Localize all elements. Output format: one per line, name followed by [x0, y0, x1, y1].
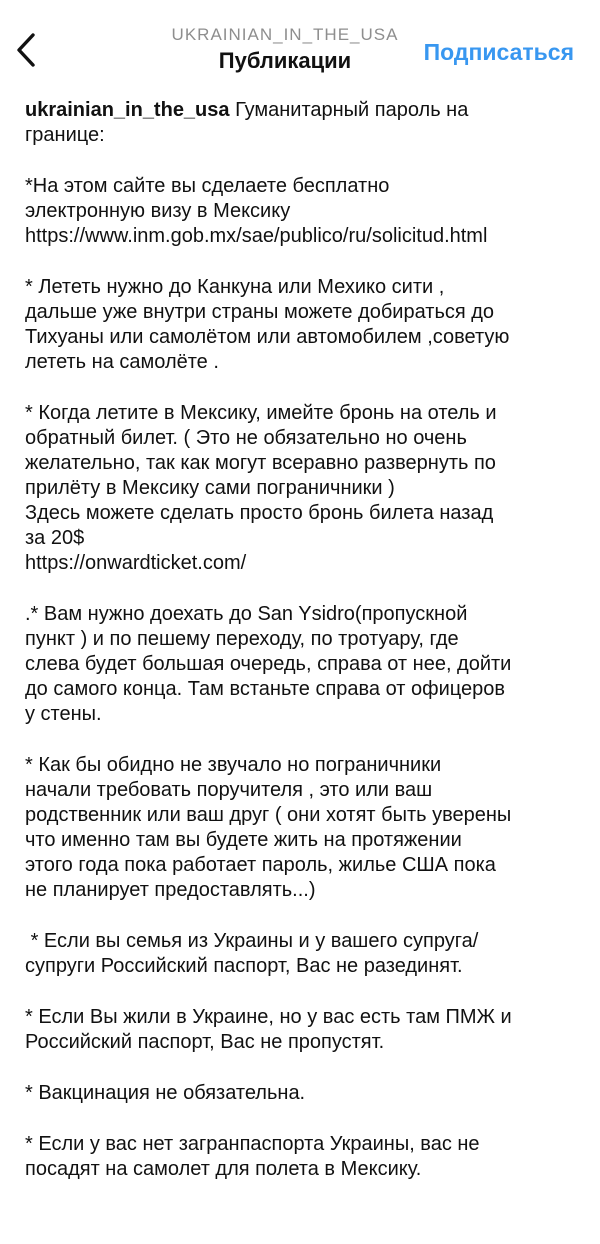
caption-paragraph-1: *На этом сайте вы сделаете бесплатно электронную визу в Мексику https://www.inm.gob.mx/sae/publico/ru/solicitud.html: [25, 175, 488, 247]
caption-text-0: Гуманитарный пароль на границе:: [25, 99, 469, 146]
caption-paragraph-5: * Как бы обидно не звучало но пограничники начали требовать поручителя , это или ваш родственник или ваш друг ( они хотят быть уверены что именно там вы будете жить на протяжении этого года пока работает пароль, жилье США пока не планирует предоставлять...): [25, 754, 512, 901]
chevron-left-icon: [14, 32, 38, 68]
caption-paragraph-2: * Лететь нужно до Канкуна или Мехико сити , дальше уже внутри страны можете добираться до Тихуаны или самолётом или автомобилем ,советую лететь на самолёте .: [25, 276, 510, 373]
post-caption: [25, 98, 575, 1208]
caption-paragraph-0: [25, 98, 575, 148]
caption-paragraph-4: .* Вам нужно доехать до San Ysidro(пропускной пункт ) и по пешему переходу, по тротуару, где слева будет большая очередь, справа от нее, дойти до самого конца. Там встаньте справа от офицеров у стены.: [25, 603, 512, 725]
header-username: UKRAINIAN_IN_THE_USA: [171, 25, 399, 44]
caption-paragraph-8: * Вакцинация не обязательна.: [25, 1082, 306, 1104]
page-title: Публикации: [218, 48, 352, 73]
header-title-group: [150, 24, 420, 75]
top-nav-bar: [0, 0, 600, 92]
back-button[interactable]: [8, 28, 44, 72]
post-author-username[interactable]: ukrainian_in_the_usa: [25, 99, 230, 121]
follow-button[interactable]: Подписаться: [423, 39, 574, 65]
caption-paragraph-7: * Если Вы жили в Украине, но у вас есть там ПМЖ и Российский паспорт, Вас не пропустят.: [25, 1006, 512, 1053]
caption-paragraph-6: * Если вы семья из Украины и у вашего супруга/ супруги Российский паспорт, Вас не разединят.: [25, 930, 479, 977]
caption-paragraph-9: * Если у вас нет загранпаспорта Украины, вас не посадят на самолет для полета в Мексику.: [25, 1133, 480, 1180]
caption-paragraph-3: * Когда летите в Мексику, имейте бронь на отель и обратный билет. ( Это не обязательно но очень желательно, так как могут всеравно развернуть по прилёту в Мексику сами пограничники ) Здесь можете сделать просто бронь билета назад за 20$ https://onwardticket.com/: [25, 402, 497, 574]
